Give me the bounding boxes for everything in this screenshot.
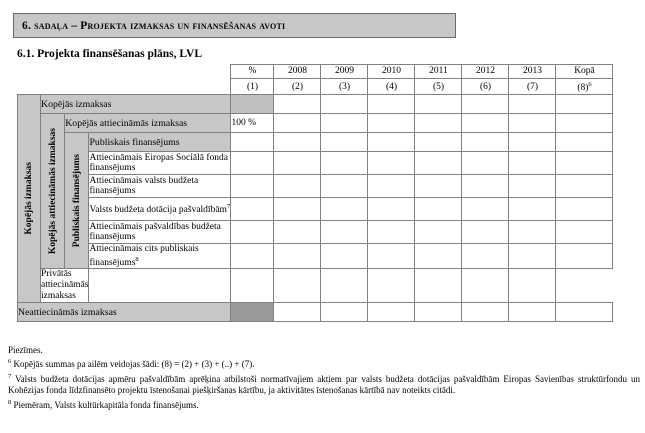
cell-pct-private-eligible[interactable] [89,269,231,303]
cell-2013-other-public-funding[interactable] [509,244,556,269]
col-number-2: (2) [274,79,321,95]
row-label-municipal-grant [89,198,231,221]
cell-total-esf-funding[interactable] [556,152,613,175]
cell-2011-public-funding[interactable] [415,133,462,152]
table-row [18,114,613,133]
cell-2011-total-eligible[interactable] [415,114,462,133]
cell-2009-state-budget-funding[interactable] [321,175,368,198]
cell-2011-ineligible-costs[interactable] [415,303,462,322]
col-header-pct: % [231,65,274,79]
cell-2009-municipal-grant[interactable] [321,198,368,221]
cell-2013-total-costs[interactable] [509,95,556,114]
cell-2011-private-eligible[interactable] [368,269,415,303]
col-header-2009: 2009 [321,65,368,79]
cell-2010-other-public-funding[interactable] [368,244,415,269]
col-number-6: (6) [462,79,509,95]
footnote-6-marker: 6 [8,358,12,366]
section-heading-text: 6. sadaļa – Projekta izmaksas un finansēšanas avoti [22,19,286,32]
cell-2013-municipal-grant[interactable] [509,198,556,221]
table-row [18,198,613,221]
cell-2008-municipal-grant[interactable] [274,198,321,221]
row-label-private-eligible: Privātās attiecināmās izmaksas [41,269,89,302]
row-label-state-budget-funding: Attiecināmais valsts budžeta finansējums [89,175,231,198]
row-label-municipal-grant-text: Valsts budžeta dotācija pašvaldībām [89,205,227,216]
cell-2012-state-budget-funding[interactable] [462,175,509,198]
col-number-4: (4) [368,79,415,95]
cell-2012-total-costs[interactable] [462,95,509,114]
section-heading-bar [13,13,456,38]
row-label-ineligible-costs: Neattiecināmās izmaksas [18,303,231,322]
cell-pct-esf-funding[interactable] [231,152,274,175]
cell-2011-other-public-funding[interactable] [415,244,462,269]
row-label-other-public-funding-superscript: 8 [135,255,139,263]
cell-2011-municipal-budget-funding[interactable] [415,221,462,244]
table-row [18,175,613,198]
cell-2010-ineligible-costs[interactable] [368,303,415,322]
cell-2012-esf-funding[interactable] [462,152,509,175]
cell-2011-esf-funding[interactable] [415,152,462,175]
footnote-6-text: Kopējās summas pa ailēm veidojas šādi: (8) = (2) + (3) + (..) + (7). [13,359,255,370]
cell-total-ineligible-costs[interactable] [556,303,613,322]
cell-pct-municipal-grant[interactable] [231,198,274,221]
col-number-8-text: (8) [577,83,589,94]
cell-2008-esf-funding[interactable] [274,152,321,175]
cell-2009-esf-funding[interactable] [321,152,368,175]
cell-2009-total-eligible[interactable] [321,114,368,133]
footnotes-title: Piezīmes. [8,345,43,355]
cell-pct-ineligible-costs[interactable] [231,303,274,322]
vertical-label-total-eligible-text: Kopējās attiecināmās izmaksas [47,128,58,255]
cell-2009-private-eligible[interactable] [274,269,321,303]
row-label-municipal-grant-superscript: 7 [226,203,231,211]
header-corner-spacer-2 [18,79,231,95]
cell-pct-municipal-budget-funding[interactable] [231,221,274,244]
cell-pct-state-budget-funding[interactable] [231,175,274,198]
cell-2013-state-budget-funding[interactable] [509,175,556,198]
cell-2008-ineligible-costs[interactable] [274,303,321,322]
cell-2012-ineligible-costs[interactable] [462,303,509,322]
footnote-6 [8,356,640,370]
cell-2008-other-public-funding[interactable] [274,244,321,269]
cell-2012-other-public-funding[interactable] [462,244,509,269]
table-row [18,244,613,269]
table-row [18,269,613,303]
col-header-2010: 2010 [368,65,415,79]
sub-heading: 6.1. Projekta finansēšanas plāns, LVL [17,48,202,60]
cell-total-total-eligible[interactable] [556,114,613,133]
table-row [18,303,613,322]
cell-2011-municipal-grant[interactable] [415,198,462,221]
table-row [18,221,613,244]
col-number-8 [556,79,613,95]
cell-2010-private-eligible[interactable] [321,269,368,303]
col-number-1: (1) [231,79,274,95]
cell-2008-private-eligible[interactable] [231,269,274,303]
row-label-total-eligible: Kopējās attiecināmās izmaksas [65,114,231,133]
cell-total-municipal-budget-funding[interactable] [556,221,613,244]
col-header-2011: 2011 [415,65,462,79]
row-label-public-funding: Publiskais finansējums [89,133,231,152]
cell-total-total-costs[interactable] [556,95,613,114]
footnote-8 [8,397,640,411]
cell-2010-public-funding[interactable] [368,133,415,152]
vertical-label-public-funding [65,133,89,269]
cell-2010-total-eligible[interactable] [368,114,415,133]
cell-pct-public-funding[interactable] [231,133,274,152]
table-row [18,152,613,175]
vertical-label-total-eligible [41,114,65,269]
footnote-7-text: Valsts budžeta dotācijas apmēru pašvaldībām aprēķina atbilstoši normatīvajiem aktiem par valsts budžeta dotācijas pašvaldībām Eiropas Savienības struktūrfondu un Kohēzijas fonda līdzfinansēto projektu īstenošanai piešķiršanas kārtību, ja aktivitātes īstenošanas kārtībā nav noteikts citādi. [8,373,640,396]
cell-2012-private-eligible[interactable] [415,269,462,303]
cell-2009-public-funding[interactable] [321,133,368,152]
financing-plan-table [17,64,613,322]
footnotes-section [8,345,640,411]
cell-2009-total-costs[interactable] [321,95,368,114]
col-header-2013: 2013 [509,65,556,79]
col-number-5: (5) [415,79,462,95]
cell-total-other-public-funding[interactable] [556,244,613,269]
cell-2012-public-funding[interactable] [462,133,509,152]
cell-2013-total-eligible[interactable] [509,114,556,133]
vertical-label-total-costs-text: Kopējās izmaksas [24,162,34,236]
col-number-3: (3) [321,79,368,95]
cell-2010-municipal-grant[interactable] [368,198,415,221]
table-header-row-labels [18,65,613,79]
cell-pct-other-public-funding[interactable] [231,244,274,269]
table-row [18,133,613,152]
footnote-8-marker: 8 [8,398,12,406]
header-corner-spacer [18,65,231,79]
cell-total-public-funding[interactable] [556,133,613,152]
footnote-7 [8,371,640,397]
cell-2008-total-costs[interactable] [274,95,321,114]
col-header-total: Kopā [556,65,613,79]
row-label-other-public-funding-text: Attiecināmais cits publiskais finansējums [89,244,199,268]
table-row [18,95,613,114]
col-header-2008: 2008 [274,65,321,79]
vertical-label-total-costs [18,95,41,303]
cell-2011-state-budget-funding[interactable] [415,175,462,198]
footnote-8-text: Piemēram, Valsts kultūrkapitāla fonda finansējums. [13,399,199,410]
cell-2010-municipal-budget-funding[interactable] [368,221,415,244]
footnote-7-marker: 7 [8,372,12,380]
cell-2012-municipal-budget-funding[interactable] [462,221,509,244]
col-number-8-superscript: 6 [588,81,592,88]
cell-2008-municipal-budget-funding[interactable] [274,221,321,244]
col-number-7: (7) [509,79,556,95]
row-label-other-public-funding [89,244,231,269]
col-header-2012: 2012 [462,65,509,79]
cell-pct-total-costs[interactable] [231,95,274,114]
cell-2009-ineligible-costs[interactable] [321,303,368,322]
cell-2013-municipal-budget-funding[interactable] [509,221,556,244]
cell-total-state-budget-funding[interactable] [556,175,613,198]
row-label-municipal-budget-funding: Attiecināmais pašvaldības budžeta finansējums [89,221,231,244]
cell-2013-private-eligible[interactable] [462,269,509,303]
cell-total-municipal-grant[interactable] [556,198,613,221]
cell-2013-ineligible-costs[interactable] [509,303,556,322]
cell-2012-total-eligible[interactable] [462,114,509,133]
cell-2011-total-costs[interactable] [415,95,462,114]
cell-2008-state-budget-funding[interactable] [274,175,321,198]
cell-2009-municipal-budget-funding[interactable] [321,221,368,244]
row-label-esf-funding: Attiecināmais Eiropas Sociālā fonda finansējums [89,152,231,175]
cell-2008-public-funding[interactable] [274,133,321,152]
cell-total-private-eligible[interactable] [509,269,556,303]
cell-2009-other-public-funding[interactable] [321,244,368,269]
vertical-label-public-funding-text: Publiskais finansējums [71,154,82,248]
cell-2008-total-eligible[interactable] [274,114,321,133]
cell-2012-municipal-grant[interactable] [462,198,509,221]
table-header-row-numbers [18,79,613,95]
cell-2010-esf-funding[interactable] [368,152,415,175]
cell-2013-esf-funding[interactable] [509,152,556,175]
cell-2010-state-budget-funding[interactable] [368,175,415,198]
cell-2013-public-funding[interactable] [509,133,556,152]
cell-2010-total-costs[interactable] [368,95,415,114]
row-label-total-costs: Kopējās izmaksas [41,95,231,114]
cell-pct-total-eligible[interactable]: 100 % [231,114,274,133]
